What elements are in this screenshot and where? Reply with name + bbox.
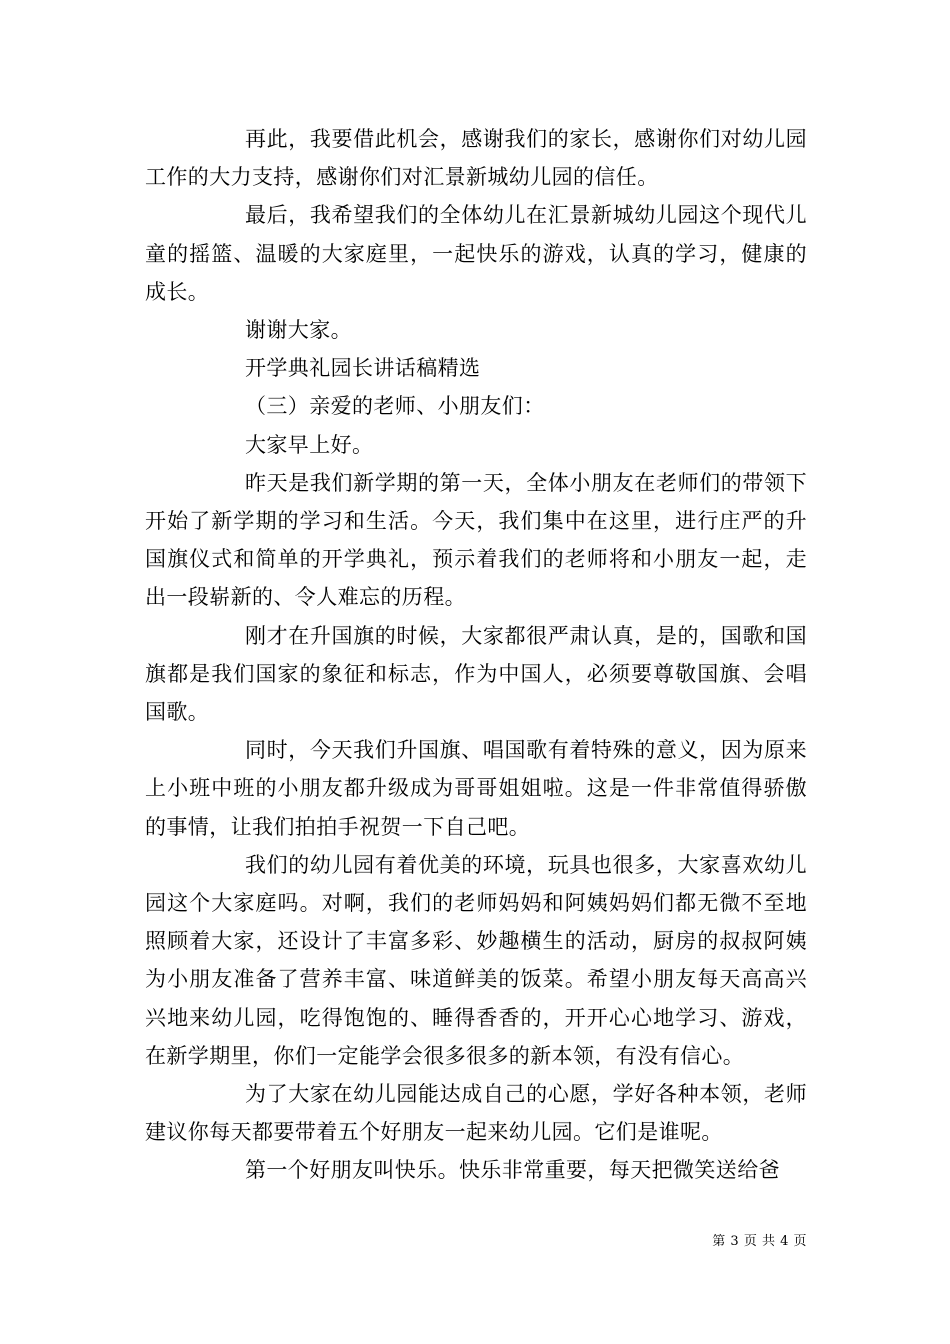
paragraph-flag-raising: 刚才在升国旗的时候，大家都很严肃认真，是的，国歌和国旗都是我们国家的象征和标志，作为中国人，必须要尊敬国旗、会唱国歌。 [145, 623, 807, 725]
paragraph-special-meaning: 同时，今天我们升国旗、唱国歌有着特殊的意义，因为原来上小班中班的小朋友都升级成为哥哥姐姐啦。这是一件非常值得骄傲的事情，让我们拍拍手祝贺一下自己吧。 [145, 738, 807, 839]
paragraph-greeting: 大家早上好。 [245, 432, 374, 457]
paragraph-five-friends: 为了大家在幼儿园能达成自己的心愿，学好各种本领，老师建议你每天都要带着五个好朋友一起来幼儿园。它们是谁呢。 [145, 1082, 807, 1145]
paragraph-salutation: （三）亲爱的老师、小朋友们： [245, 394, 545, 419]
paragraph-first-friend: 第一个好朋友叫快乐。快乐非常重要，每天把微笑送给爸 [245, 1158, 780, 1183]
body-text [145, 120, 807, 1190]
paragraph-thank-you: 谢谢大家。 [245, 318, 352, 343]
paragraph-thanks-parents: 再此，我要借此机会，感谢我们的家长，感谢你们对幼儿园工作的大力支持，感谢你们对汇景新城幼儿园的信任。 [145, 127, 807, 190]
paragraph-kindergarten: 我们的幼儿园有着优美的环境，玩具也很多，大家喜欢幼儿园这个大家庭吗。对啊，我们的老师妈妈和阿姨妈妈们都无微不至地照顾着大家，还设计了丰富多彩、妙趣横生的活动，厨房的叔叔阿姨为小朋友准备了营养丰富、味道鲜美的饭菜。希望小朋友每天高高兴兴地来幼儿园，吃得饱饱的、睡得香香的，开开心心地学习、游戏，在新学期里，你们一定能学会很多很多的新本领，有没有信心。 [145, 852, 807, 1068]
paragraph-first-day: 昨天是我们新学期的第一天，全体小朋友在老师们的带领下开始了新学期的学习和生活。今天，我们集中在这里，进行庄严的升国旗仪式和简单的开学典礼，预示着我们的老师将和小朋友一起，走出一段崭新的、令人难忘的历程。 [145, 470, 807, 610]
section-heading: 开学典礼园长讲话稿精选 [245, 356, 481, 381]
paragraph-hope: 最后，我希望我们的全体幼儿在汇景新城幼儿园这个现代儿童的摇篮、温暖的大家庭里，一起快乐的游戏，认真的学习，健康的成长。 [145, 203, 807, 304]
page-number-footer: 第 3 页 共 4 页 [712, 1234, 807, 1249]
